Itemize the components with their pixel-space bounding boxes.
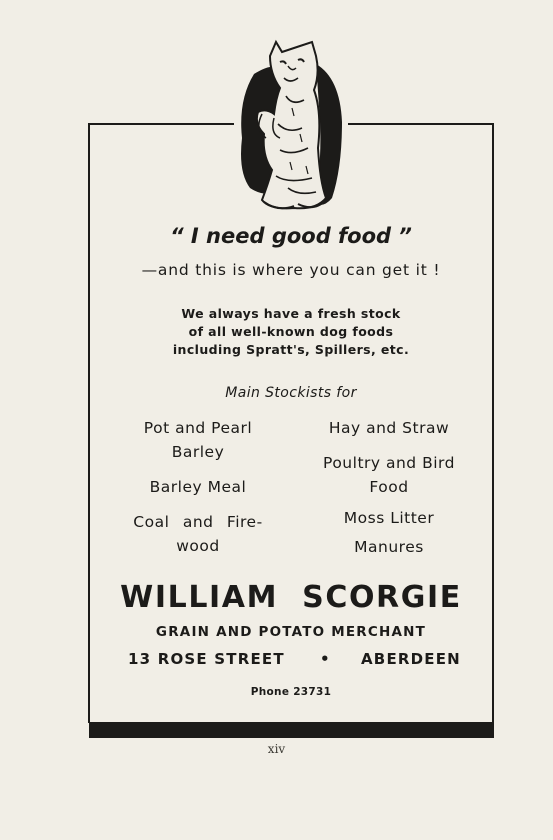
address-street: 13 ROSE STREET bbox=[128, 650, 285, 668]
stock-line: including Spratt's, Spillers, etc. bbox=[172, 342, 410, 357]
products-right-column bbox=[306, 416, 472, 570]
frame-right-rule bbox=[492, 123, 494, 723]
stock-statement bbox=[90, 305, 492, 359]
frame-bottom-bar bbox=[89, 722, 494, 738]
product-item: Manures bbox=[354, 538, 424, 556]
product-item: Pot and Pearl Barley bbox=[143, 419, 253, 461]
product-item: Poultry and Bird Food bbox=[323, 454, 455, 496]
frame-top-right-rule bbox=[348, 123, 494, 125]
main-stockists-heading: Main Stockists for bbox=[225, 385, 357, 401]
stock-line: We always have a fresh stock bbox=[181, 306, 401, 321]
frame-top-left-rule bbox=[88, 123, 234, 125]
page-number: xiv bbox=[267, 742, 286, 756]
address-separator: • bbox=[320, 650, 330, 668]
address-city: ABERDEEN bbox=[361, 650, 461, 668]
merchant-name: WILLIAM SCORGIE bbox=[120, 580, 462, 615]
phone-number: Phone 23731 bbox=[250, 686, 332, 698]
product-item: Barley Meal bbox=[149, 478, 247, 496]
product-item: Moss Litter bbox=[343, 509, 435, 527]
trade-description: GRAIN AND POTATO MERCHANT bbox=[155, 624, 427, 640]
stock-line: of all well-known dog foods bbox=[188, 324, 394, 339]
product-item: Coal and Fire-wood bbox=[133, 513, 263, 555]
dog-illustration bbox=[228, 38, 348, 214]
product-item: Hay and Straw bbox=[328, 419, 450, 437]
subline: —and this is where you can get it ! bbox=[141, 261, 441, 279]
products-left-column bbox=[118, 416, 278, 558]
headline: “ I need good food ” bbox=[170, 224, 412, 248]
